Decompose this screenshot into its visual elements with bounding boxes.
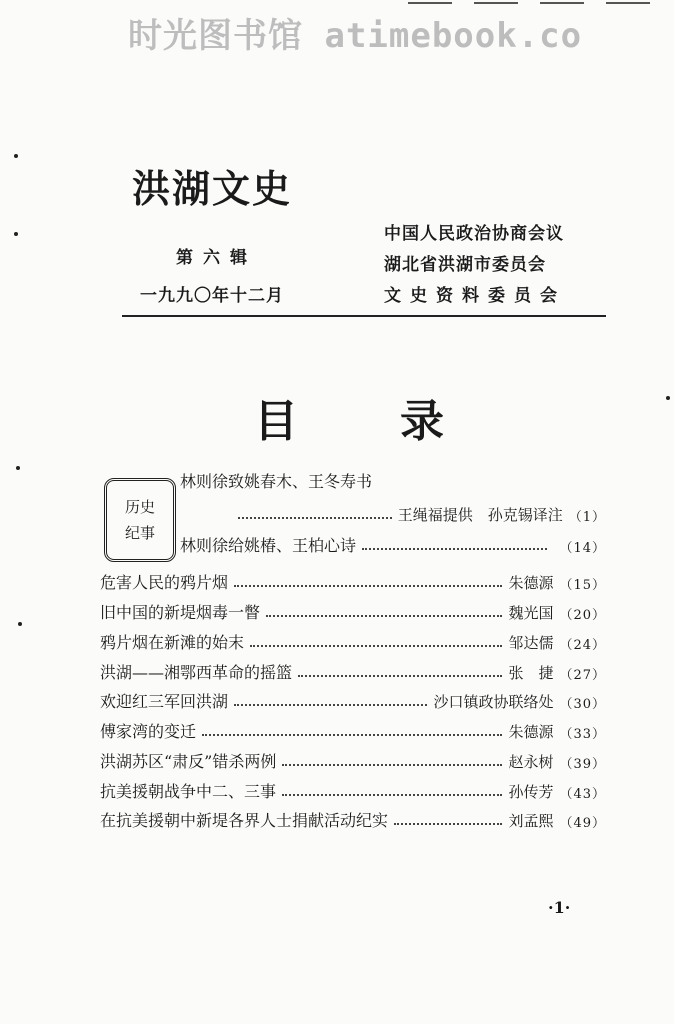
toc-entry-author: 赵永树 (508, 753, 554, 771)
toc-heading-left: 目 (254, 396, 298, 447)
issue-number: 第六辑 (176, 248, 257, 268)
toc-entry (100, 809, 606, 831)
watermark: 时光图书馆 atimebook.co (128, 16, 583, 56)
toc-entry-title: 旧中国的新堤烟毒一瞥 (100, 603, 261, 622)
toc-entry-title: 林则徐致姚春木、王冬寿书 (180, 472, 373, 491)
section-badge (104, 478, 176, 562)
toc-entry-page: （49） (559, 816, 606, 831)
section-badge-line: 纪事 (124, 524, 155, 542)
leader-dots (250, 645, 502, 647)
toc-entry (100, 780, 606, 802)
toc-entry-author: 沙口镇政协联络处 (433, 693, 554, 711)
toc-entry-page: （15） (559, 578, 606, 593)
publisher-line: 湖北省洪湖市委员会 (384, 255, 546, 275)
publisher-line: 中国人民政治协商会议 (384, 224, 564, 244)
toc-entry-author: 魏光国 (508, 604, 554, 622)
toc-entry (100, 601, 606, 623)
toc-entry-page: （1） (568, 510, 606, 525)
toc-entry-title: 欢迎红三军回洪湖 (100, 692, 229, 711)
publisher-line: 文史资料委员会 (384, 286, 566, 306)
leader-dots (266, 615, 502, 617)
section-badge-line: 历史 (124, 498, 155, 516)
toc-entry-author: 邹达儒 (508, 634, 554, 652)
scan-speck (16, 466, 20, 470)
toc-entry (180, 470, 600, 492)
leader-dots (394, 823, 502, 825)
toc-entry (100, 750, 606, 772)
toc-entry-page: （14） (559, 541, 606, 556)
toc-entry-title: 洪湖苏区“肃反”错杀两例 (100, 752, 277, 771)
leader-dots (234, 704, 427, 706)
toc-entry-page: （24） (559, 638, 606, 653)
leader-dots (282, 764, 502, 766)
scan-speck (18, 622, 22, 626)
toc-entry-title: 在抗美援朝中新堤各界人士捐献活动纪实 (100, 811, 389, 830)
toc-entry (180, 534, 606, 556)
toc-entry-author: 朱德源 (508, 723, 554, 741)
leader-dots (234, 585, 502, 587)
toc-entry-author: 王绳福提供 孙克锡译注 (397, 506, 563, 524)
toc-entry (100, 690, 606, 712)
top-dash (540, 2, 584, 4)
leader-dots (202, 734, 502, 736)
toc-entry-title: 抗美援朝战争中二、三事 (100, 782, 277, 801)
toc-entry-page: （27） (559, 668, 606, 683)
toc-entry (232, 503, 606, 525)
top-dash (408, 2, 452, 4)
toc-entry-title: 危害人民的鸦片烟 (100, 573, 229, 592)
scan-speck (14, 232, 18, 236)
publication-title: 洪湖文史 (132, 166, 293, 211)
toc-entry-title: 鸦片烟在新滩的始末 (100, 633, 245, 652)
page-number: ·1· (548, 898, 571, 917)
toc-entry-author: 朱德源 (508, 574, 554, 592)
toc-entry (100, 571, 606, 593)
toc-entry-author: 刘孟熙 (508, 812, 554, 830)
toc-entry-page: （39） (559, 757, 606, 772)
header-divider (122, 315, 606, 317)
toc-entry-page: （20） (559, 608, 606, 623)
top-dash (606, 2, 650, 4)
leader-dots (238, 517, 392, 519)
publication-date: 一九九〇年十二月 (140, 286, 284, 306)
toc-entry-title: 傅家湾的变迁 (100, 722, 197, 741)
toc-entry-page: （33） (559, 727, 606, 742)
leader-dots (362, 548, 547, 550)
toc-entry-author: 张 捷 (508, 664, 554, 682)
toc-entry-title: 洪湖——湘鄂西革命的摇篮 (100, 663, 293, 682)
toc-entry-page: （30） (559, 697, 606, 712)
top-dash (474, 2, 518, 4)
scan-speck (14, 154, 18, 158)
scan-speck (666, 396, 670, 400)
toc-heading-right: 录 (400, 396, 444, 447)
toc-entry-author: 孙传芳 (508, 783, 554, 801)
toc-entry-title: 林则徐给姚椿、王柏心诗 (180, 536, 357, 555)
toc-entry (100, 661, 606, 683)
toc-entry (100, 720, 606, 742)
leader-dots (282, 794, 502, 796)
leader-dots (298, 675, 502, 677)
toc-entry-page: （43） (559, 787, 606, 802)
toc-entry (100, 631, 606, 653)
